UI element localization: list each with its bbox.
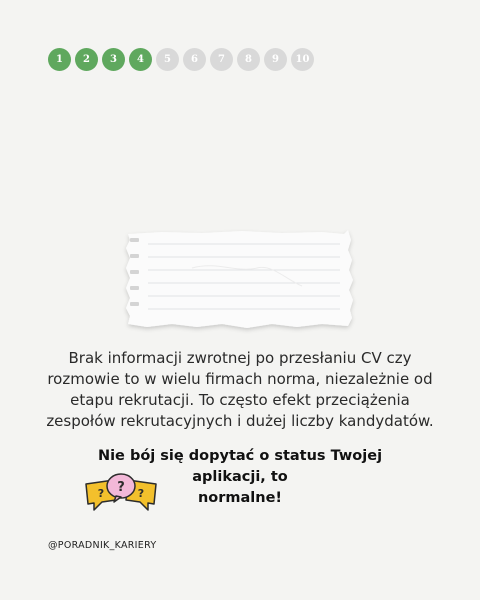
svg-text:?: ? xyxy=(137,487,145,500)
cta-line: Nie bój się dopytać o status Twojej aplikacji, to xyxy=(97,448,383,485)
progress-step-4: 4 xyxy=(129,48,152,71)
progress-step-5: 5 xyxy=(156,48,179,71)
question-speech-bubbles-icon xyxy=(84,470,158,512)
progress-step-8: 8 xyxy=(237,48,260,71)
account-handle: @PORADNIK_KARIERY xyxy=(48,540,157,551)
body-line: rozmowie to w wielu firmach norma, niezależnie od xyxy=(47,370,433,388)
cta-line: normalne! xyxy=(197,490,283,506)
progress-step-3: 3 xyxy=(102,48,125,71)
body-line: Brak informacji zwrotnej po przesłaniu CV czy xyxy=(68,349,412,367)
svg-text:?: ? xyxy=(117,480,125,495)
progress-step-1: 1 xyxy=(48,48,71,71)
progress-step-10: 10 xyxy=(291,48,314,71)
progress-step-7: 7 xyxy=(210,48,233,71)
torn-notebook-paper-icon xyxy=(122,228,358,332)
body-paragraph xyxy=(40,348,440,432)
svg-text:?: ? xyxy=(97,487,105,500)
body-line: etapu rekrutacji. To często efekt przeciążenia xyxy=(70,391,410,409)
progress-step-2: 2 xyxy=(75,48,98,71)
progress-step-6: 6 xyxy=(183,48,206,71)
body-line: zespołów rekrutacyjnych i dużej liczby kandydatów. xyxy=(46,412,434,430)
progress-stepper xyxy=(48,48,314,71)
progress-step-9: 9 xyxy=(264,48,287,71)
